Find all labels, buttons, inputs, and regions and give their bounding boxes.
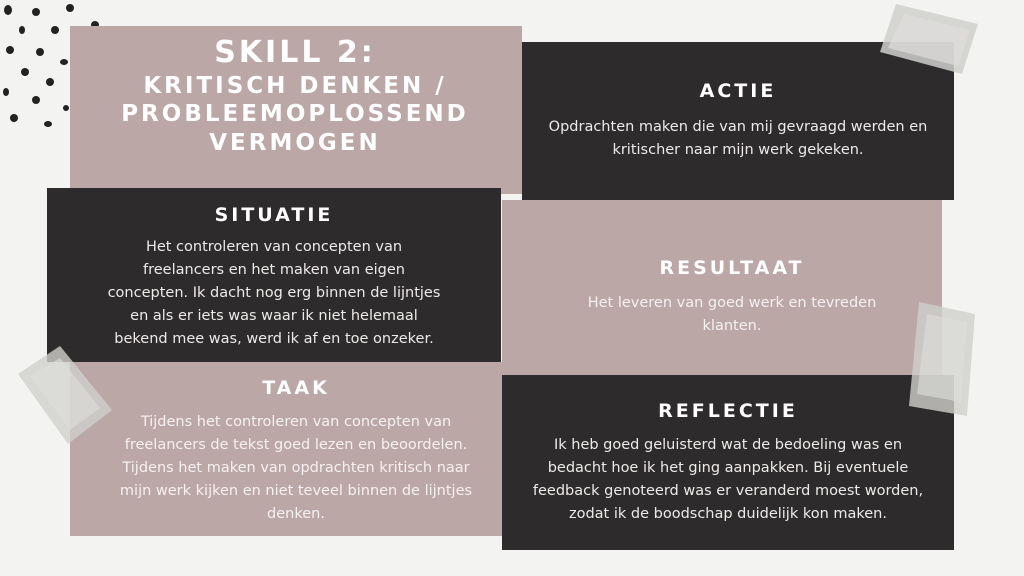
resultaat-text xyxy=(522,292,942,338)
taak-text xyxy=(70,411,522,526)
reflectie-line: Ik heb goed geluisterd wat de bedoeling was en xyxy=(553,437,903,453)
page-title xyxy=(70,34,520,158)
title-line-4: VERMOGEN xyxy=(209,130,381,156)
situatie-line: bekend mee was, werd ik af en toe onzeker. xyxy=(114,331,434,347)
situatie-heading: SITUATIE xyxy=(214,204,334,226)
taak-line: Tijdens het maken van opdrachten kritisch naar xyxy=(122,460,470,476)
situatie-text xyxy=(47,236,501,351)
resultaat-panel xyxy=(502,200,942,375)
reflectie-line: zodat ik de boodschap duidelijk kon maken. xyxy=(568,506,887,522)
situatie-line: freelancers en het maken van eigen xyxy=(143,262,405,278)
resultaat-line: Het leveren van goed werk en tevreden xyxy=(587,295,877,311)
taak-line: denken. xyxy=(267,506,325,522)
title-line-2: KRITISCH DENKEN / xyxy=(143,72,447,99)
resultaat-line: klanten. xyxy=(702,318,762,334)
title-line-3: PROBLEEMOPLOSSEND xyxy=(121,101,469,128)
reflectie-text xyxy=(502,434,954,526)
reflectie-heading: REFLECTIE xyxy=(658,400,798,422)
actie-heading: ACTIE xyxy=(699,80,777,102)
taak-line: freelancers de tekst goed lezen en beoordelen. xyxy=(124,437,468,453)
title-line-1: SKILL 2: xyxy=(214,35,376,70)
resultaat-heading: RESULTAAT xyxy=(659,257,805,279)
taak-line: Tijdens het controleren van concepten van xyxy=(140,414,452,430)
situatie-line: en als er iets was waar ik niet helemaal xyxy=(130,308,418,324)
situatie-line: Het controleren van concepten van xyxy=(145,239,403,255)
reflectie-line: bedacht hoe ik het ging aanpakken. Bij eventuele xyxy=(547,460,909,476)
taak-heading: TAAK xyxy=(262,377,330,399)
tape-top-right xyxy=(874,0,984,80)
situatie-line: concepten. Ik dacht nog erg binnen de lijntjes xyxy=(107,285,441,301)
actie-text xyxy=(522,116,954,162)
actie-line: kritischer naar mijn werk gekeken. xyxy=(612,142,864,158)
taak-line: mijn werk kijken en niet teveel binnen de lijntjes xyxy=(119,483,473,499)
actie-line: Opdrachten maken die van mij gevraagd werden en xyxy=(548,119,928,135)
reflectie-line: feedback genoteerd was er veranderd moest worden, xyxy=(532,483,924,499)
